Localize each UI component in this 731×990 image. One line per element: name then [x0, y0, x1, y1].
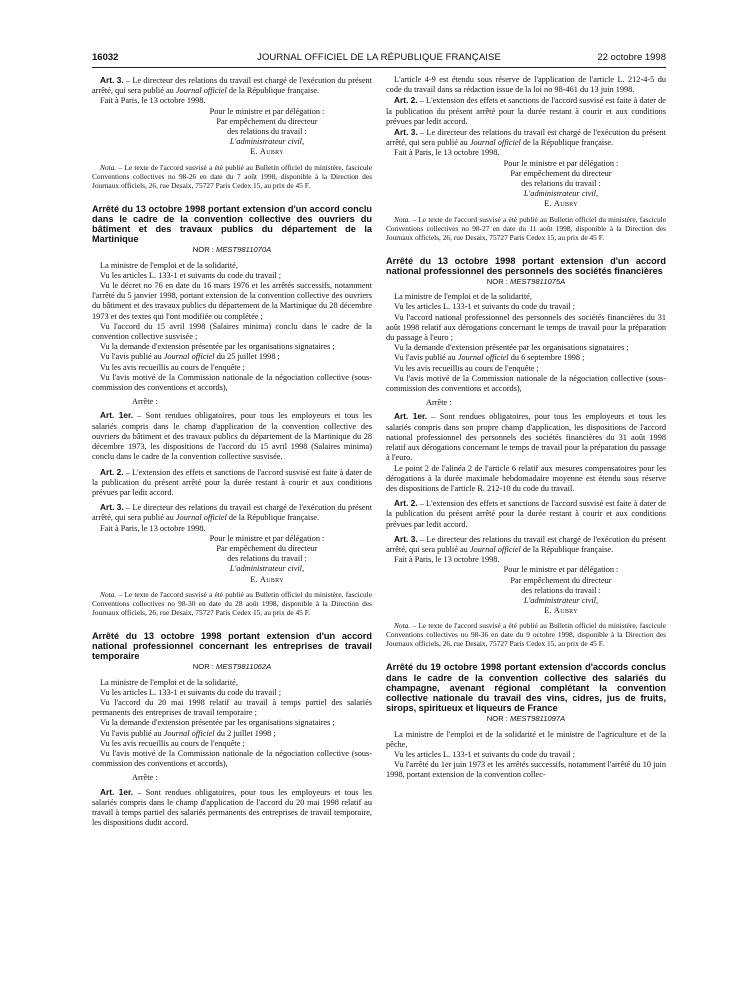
article-1: Art. 1er. – Sont rendues obligatoires, pour tous les employeurs et tous les salariés compris dans le champ d'application de l'accord du 20 mai 1998 relatif au travail à temps partiel des salariés permanents des entreprises de travail temporaire, les dispositions dudit accord. — [92, 786, 372, 828]
article-3: Art. 3. – Le directeur des relations du travail est chargé de l'exécution du présent arrêté, qui sera publié au Journal officiel de la République française. — [92, 75, 373, 96]
journal-title: JOURNAL OFFICIEL DE LA RÉPUBLIQUE FRANÇAISE — [257, 52, 501, 63]
article-2: Art. 2. – L'extension des effets et sanctions de l'accord susvisé est faite à dater de la publication du présent arrêté pour la durée restant à courir et aux conditions prévues par ledit accord. — [386, 498, 666, 529]
signature-block: Pour le ministre et par délégation : Par empêchement du directeur des relations du travail : L'administrateur civil, E. Aubry — [209, 106, 325, 157]
nor-reference: NOR : MEST9811097A — [486, 714, 566, 724]
article-3: Art. 3. – Le directeur des relations du travail est chargé de l'exécution du présent arrêté, qui sera publié au Journal officiel de la République française. — [386, 127, 667, 148]
article-3: Art. 3. – Le directeur des relations du travail est chargé de l'exécution du présent arrêté, qui sera publié au Journal officiel de la République française. — [92, 502, 373, 523]
left-column: Art. 3. – Le directeur des relations du travail est chargé de l'exécution du présent arrêté, qui sera publié au Journal officiel de la République française. Fait à Paris, le 13 octobre 1998. Pour le ministre et par délégation : Par empêchement du directeur des relations du travail : L'administrateur civil, E. Aubry Nota. – Le texte de l'accord susvisé a été publié au Bulletin officiel du ministère, fascicule Conventions collectives no 98-26 en date du 7 août 1998, disponible à la Direction des Journaux officiels, 26, rue Desaix, 75727 Paris Cedex 15, au prix de 45 F. Arrêté du 13 octobre 1998 portant extension d'un accord conclu dans le cadre de la convention collective des ouvriers du bâtiment et des travaux publics du département de la Martinique NOR : MEST9811070A La ministre de l'emploi et de la solidarité, Vu les articles L. 133-1 et suivants du code du travail ; Vu le décret no 76 en date du 16 mars 1976 et les arrêtés successifs, notamment l'arrêté du 5 janvier 1998, portant extension de la convention collective des ouvriers du bâtiment et des travaux publics du département de la Martinique du 28 décembre 1973 et des textes qui l'ont modifiée ou complétée ; Vu l'accord du 15 avril 1998 (Salaires minima) conclu dans le cadre de la convention collective susvisée ; Vu la demande d'extension présentée par les organisations signataires ; Vu l'avis publié au Journal officiel du 25 juillet 1998 ; Vu les avis recueillis au cours de l'enquête ; Vu l'avis motivé de la Commission nationale de la négociation collective (sous-commission des conventions et accords), Arrête : Art. 1er. – Sont rendues obligatoires, pour tous les employeurs et tous les salariés compris dans le champ d'application de la convention collective des ouvriers du bâtiment et des travaux publics du département de la Martinique du 28 décembre 1973, les dispositions de l'accord du 15 avril 1998 (Salaires minima) conclu dans le cadre de la convention collective susvisée. Art. 2. – L'extension des effets et sanctions de l'accord susvisé est faite à dater de la publication du présent arrêté pour la durée restant à courir et aux conditions prévues par ledit accord. Art. 3. – Le directeur des relations du travail est chargé de l'exécution du présent arrêté, qui sera publié au Journal officiel de la République française. Fait à Paris, le 13 octobre 1998. Pour le ministre et par délégation : Par empêchement du directeur des relations du travail : L'administrateur civil, E. Aubry Nota. – Le texte de l'accord susvisé a été publié au Bulletin officiel du ministère, fascicule Conventions collectives no 98-30 en date du 28 août 1998, disponible à la Direction des Journaux officiels, 26, rue Desaix, 75727 Paris Cedex 15, au prix de 45 F. Arrêté du 13 octobre 1998 portant extension d'un accord national professionnel concernant les entreprises de travail temporaire NOR : MEST9811062A La ministre de l'emploi et de la solidarité, Vu les articles L. 133-1 et suivants du code du travail ; Vu l'accord du 20 mai 1998 relatif au travail à temps partiel des salariés permanents des entreprises de travail temporaire ; Vu la demande d'extension présentée par les organisations signataires ; Vu l'avis publié au Journal officiel du 2 juillet 1998 ; Vu les avis recueillis au cours de l'enquête ; Vu l'avis motivé de la Commission nationale de la négociation collective (sous-commission des conventions et accords), Arrête : Art. 1er. – Sont rendues obligatoires, pour tous les employeurs et tous les salariés compris dans le champ d'application de l'accord du 20 mai 1998 relatif au travail à temps partiel des salariés permanents des entreprises de travail temporaire, les dispositions dudit accord. — [92, 75, 373, 828]
fait-line: Fait à Paris, le 13 octobre 1998. — [394, 555, 500, 565]
decree-title: Arrêté du 13 octobre 1998 portant extension d'un accord conclu dans le cadre de la convention collective des ouvriers du bâtiment et des travaux publics du département de la Martinique — [92, 203, 372, 245]
signature-block: Pour le ministre et par délégation : Par empêchement du directeur des relations du travail : L'administrateur civil, E. Aubry — [209, 533, 325, 584]
nor-reference: NOR : MEST9811062A — [192, 662, 272, 672]
decree-title: Arrêté du 13 octobre 1998 portant extension d'un accord national professionnel concernant les entreprises de travail temporaire — [92, 630, 372, 662]
fait-line: Fait à Paris, le 13 octobre 1998. — [394, 148, 500, 158]
decree-title: Arrêté du 13 octobre 1998 portant extension d'un accord national professionnel des personnels des sociétés financières — [386, 255, 666, 276]
page-header — [92, 52, 666, 66]
nota-note: Nota. – Le texte de l'accord susvisé a été publié au Bulletin officiel du ministère, fascicule Conventions collectives no 98-30 en date du 28 août 1998, disponible à la Direction des Journaux officiels, 26, rue Desaix, 75727 Paris Cedex 15, au prix de 45 F. — [92, 589, 372, 617]
nor-reference: NOR : MEST9811075A — [486, 277, 566, 287]
article-2: Art. 2. – L'extension des effets et sanctions de l'accord susvisé est faite à dater de la publication du présent arrêté pour la durée restant à courir et aux conditions prévues par ledit accord. — [386, 95, 666, 126]
nota-note: Nota. – Le texte de l'accord susvisé a été publié au Bulletin officiel du ministère, fascicule Conventions collectives no 98-26 en date du 7 août 1998, disponible à la Direction des Journaux officiels, 26, rue Desaix, 75727 Paris Cedex 15, au prix de 45 F. — [92, 162, 372, 190]
nota-note: Nota. – Le texte de l'accord susvisé a été publié au Bulletin officiel du ministère, fascicule Conventions collectives no 98-36 en date du 9 octobre 1998, disponible à la Direction des Journaux officiels, 26, rue Desaix, 75727 Paris Cedex 15, au prix de 45 F. — [386, 621, 666, 649]
article-1: Art. 1er. – Sont rendues obligatoires, pour tous les employeurs et tous les salariés compris dans son propre champ d'application, les dispositions de l'accord national professionnel des personnels des sociétés financières du 31 août 1998 relatif aux dérogations concernant le temps de travail pour la préparation du passage à l'euro. — [386, 411, 666, 463]
arrete-line: Arrête : — [426, 398, 452, 408]
decree-title: Arrêté du 19 octobre 1998 portant extension d'accords conclus dans le cadre de la convention collective des salariés du champagne, avenant régional complétant la convention collective nationale du travail des vins, cidres, jus de fruits, sirops, spiritueux et liqueurs de France — [386, 662, 666, 714]
right-column: L'article 4-9 est étendu sous réserve de l'application de l'article L. 212-4-5 du code du travail dans sa rédaction issue de la loi no 98-461 du 13 juin 1998. Art. 2. – L'extension des effets et sanctions de l'accord susvisé est faite à dater de la publication du présent arrêté pour la durée restant à courir et aux conditions prévues par ledit accord. Art. 3. – Le directeur des relations du travail est chargé de l'exécution du présent arrêté, qui sera publié au Journal officiel de la République française. Fait à Paris, le 13 octobre 1998. Pour le ministre et par délégation : Par empêchement du directeur des relations du travail : L'administrateur civil, E. Aubry Nota. – Le texte de l'accord susvisé a été publié au Bulletin officiel du ministère, fascicule Conventions collectives no 98-27 en date du 11 août 1998, disponible à la Direction des Journaux officiels, 26, rue Desaix, 75727 Paris Cedex 15, au prix de 45 F. Arrêté du 13 octobre 1998 portant extension d'un accord national professionnel des personnels des sociétés financières NOR : MEST9811075A La ministre de l'emploi et de la solidarité, Vu les articles L. 133-1 et suivants du code du travail ; Vu l'accord national professionnel des personnels des sociétés financières du 31 août 1998 relatif aux dérogations concernant le temps de travail pour la préparation du passage à l'euro ; Vu la demande d'extension présentée par les organisations signataires ; Vu l'avis publié au Journal officiel du 6 septembre 1998 ; Vu les avis recueillis au cours de l'enquête ; Vu l'avis motivé de la Commission nationale de la négociation collective (sous-commission des conventions et accords), Arrête : Art. 1er. – Sont rendues obligatoires, pour tous les employeurs et tous les salariés compris dans son propre champ d'application, les dispositions de l'accord national professionnel des personnels des sociétés financières du 31 août 1998 relatif aux dérogations concernant le temps de travail pour la préparation du passage à l'euro. Le point 2 de l'alinéa 2 de l'article 6 relatif aux mesures compensatoires pour les dérogations à la durée maximale hebdomadaire moyenne est étendu sous réserve des dispositions de l'article R. 212-10 du code du travail. Art. 2. – L'extension des effets et sanctions de l'accord susvisé est faite à dater de la publication du présent arrêté pour la durée restant à courir et aux conditions prévues par ledit accord. Art. 3. – Le directeur des relations du travail est chargé de l'exécution du présent arrêté, qui sera publié au Journal officiel de la République française. Fait à Paris, le 13 octobre 1998. Pour le ministre et par délégation : Par empêchement du directeur des relations du travail : L'administrateur civil, E. Aubry Nota. – Le texte de l'accord susvisé a été publié au Bulletin officiel du ministère, fascicule Conventions collectives no 98-36 en date du 9 octobre 1998, disponible à la Direction des Journaux officiels, 26, rue Desaix, 75727 Paris Cedex 15, au prix de 45 F. Arrêté du 19 octobre 1998 portant extension d'accords conclus dans le cadre de la convention collective des salariés du champagne, avenant régional complétant la convention collective nationale du travail des vins, cidres, jus de fruits, sirops, spiritueux et liqueurs de France NOR : MEST9811097A La ministre de l'emploi et de la solidarité et le ministre de l'agriculture et de la pêche, Vu les articles L. 133-1 et suivants du code du travail ; Vu l'arrêté du 1er juin 1973 et les arrêtés successifs, notamment l'arrêté du 10 juin 1998, portant extension de la convention collec- — [386, 75, 667, 780]
article-paragraph: L'article 4-9 est étendu sous réserve de l'application de l'article L. 212-4-5 du code du travail dans sa rédaction issue de la loi no 98-461 du 13 juin 1998. — [386, 75, 666, 95]
arrete-line: Arrête : — [132, 773, 158, 783]
fait-line: Fait à Paris, le 13 octobre 1998. — [100, 96, 206, 106]
nota-note: Nota. – Le texte de l'accord susvisé a été publié au Bulletin officiel du ministère, fascicule Conventions collectives no 98-27 en date du 11 août 1998, disponible à la Direction des Journaux officiels, 26, rue Desaix, 75727 Paris Cedex 15, au prix de 45 F. — [386, 214, 666, 242]
article-3: Art. 3. – Le directeur des relations du travail est chargé de l'exécution du présent arrêté, qui sera publié au Journal officiel de la République française. — [386, 533, 667, 554]
issue-date: 22 octobre 1998 — [597, 52, 666, 63]
nor-reference: NOR : MEST9811070A — [192, 245, 272, 255]
article-1: Art. 1er. – Sont rendues obligatoires, pour tous les employeurs et tous les salariés compris dans le champ d'application de la convention collective des ouvriers du bâtiment et des travaux publics du département de la Martinique du 28 décembre 1973, les dispositions de l'accord du 15 avril 1998 (Salaires minima) conclu dans le cadre de la convention collective susvisée. — [92, 410, 372, 462]
signature-block: Pour le ministre et par délégation : Par empêchement du directeur des relations du travail : L'administrateur civil, E. Aubry — [503, 565, 619, 616]
fait-line: Fait à Paris, le 13 octobre 1998. — [100, 523, 206, 533]
header-rule — [92, 67, 666, 68]
article-2: Art. 2. – L'extension des effets et sanctions de l'accord susvisé est faite à dater de la publication du présent arrêté pour la durée restant à courir et aux conditions prévues par ledit accord. — [92, 466, 372, 497]
page-number: 16032 — [92, 52, 119, 63]
signature-block: Pour le ministre et par délégation : Par empêchement du directeur des relations du travail : L'administrateur civil, E. Aubry — [503, 158, 619, 209]
article-paragraph: Le point 2 de l'alinéa 2 de l'article 6 relatif aux mesures compensatoires pour les dérogations à la durée maximale hebdomadaire moyenne est étendu sous réserve des dispositions de l'article R. 212-10 du code du travail. — [386, 463, 666, 493]
arrete-line: Arrête : — [132, 397, 158, 407]
